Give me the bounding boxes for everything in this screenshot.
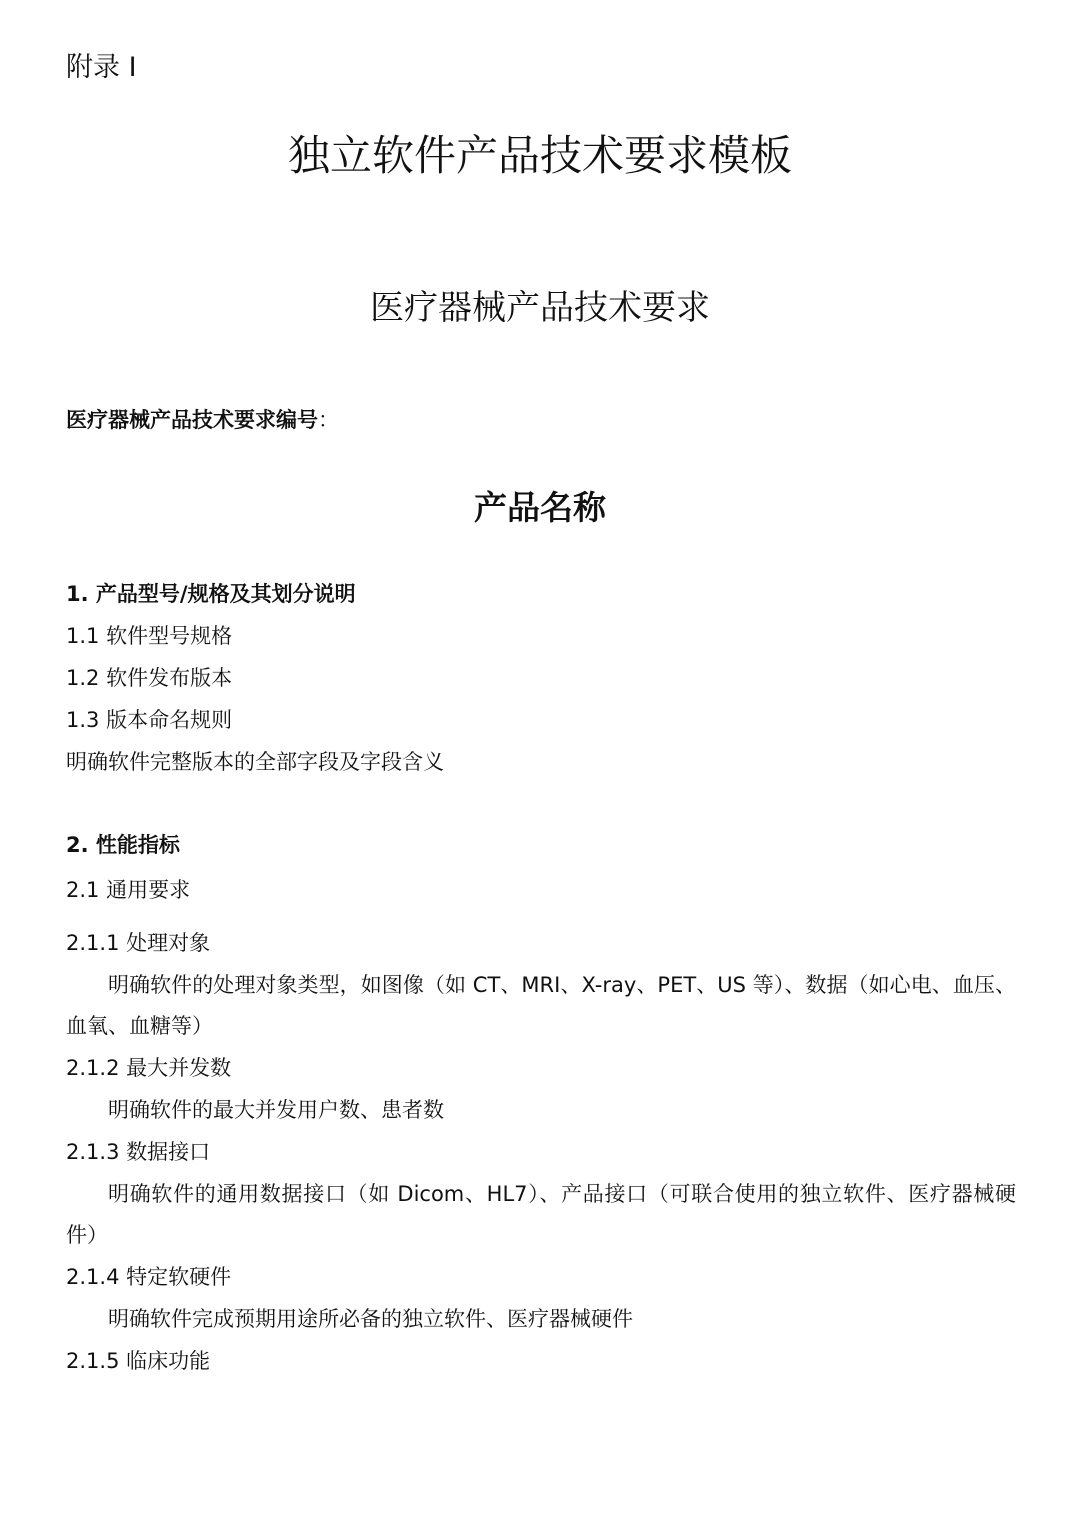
entry-text-2-1-1: 明确软件的处理对象类型，如图像（如 CT、MRI、X-ray、PET、US 等）、数据（如心电、血压、血氧、血糖等） [66,973,1016,1038]
entry-text-2-1-4: 明确软件完成预期用途所必备的独立软件、医疗器械硬件 [108,1307,633,1331]
section-2-heading: 2. 性能指标 [66,833,180,857]
requirement-number-colon: ： [318,408,339,432]
section-item-1-1: 1.1 软件型号规格 [66,624,233,648]
entry-text-2-1-2: 明确软件的最大并发用户数、患者数 [108,1098,444,1122]
requirement-number-label: 医疗器械产品技术要求编号 [66,408,318,432]
entry-title-2-1-2: 2.1.2 最大并发数 [66,1056,232,1080]
document-title: 独立软件产品技术要求模板 [287,131,792,180]
appendix-label: 附录 I [66,52,137,83]
entry-text-2-1-3: 明确软件的通用数据接口（如 Dicom、HL7）、产品接口（可联合使用的独立软件、医疗器械硬件） [66,1182,1016,1247]
section-1-heading: 1. 产品型号/规格及其划分说明 [66,582,356,606]
entry-title-2-1-3: 2.1.3 数据接口 [66,1140,211,1164]
entry-title-2-1-4: 2.1.4 特定软硬件 [66,1265,232,1289]
section-1-note: 明确软件完整版本的全部字段及字段含义 [66,750,444,774]
product-name-heading: 产品名称 [474,488,606,527]
section-item-1-2: 1.2 软件发布版本 [66,666,233,690]
document-subtitle: 医疗器械产品技术要求 [370,288,710,328]
entry-title-2-1-1: 2.1.1 处理对象 [66,931,211,955]
requirement-number-line [66,408,339,433]
entry-title-2-1-5: 2.1.5 临床功能 [66,1349,211,1373]
section-item-2-1: 2.1 通用要求 [66,878,191,902]
section-item-1-3: 1.3 版本命名规则 [66,708,233,732]
